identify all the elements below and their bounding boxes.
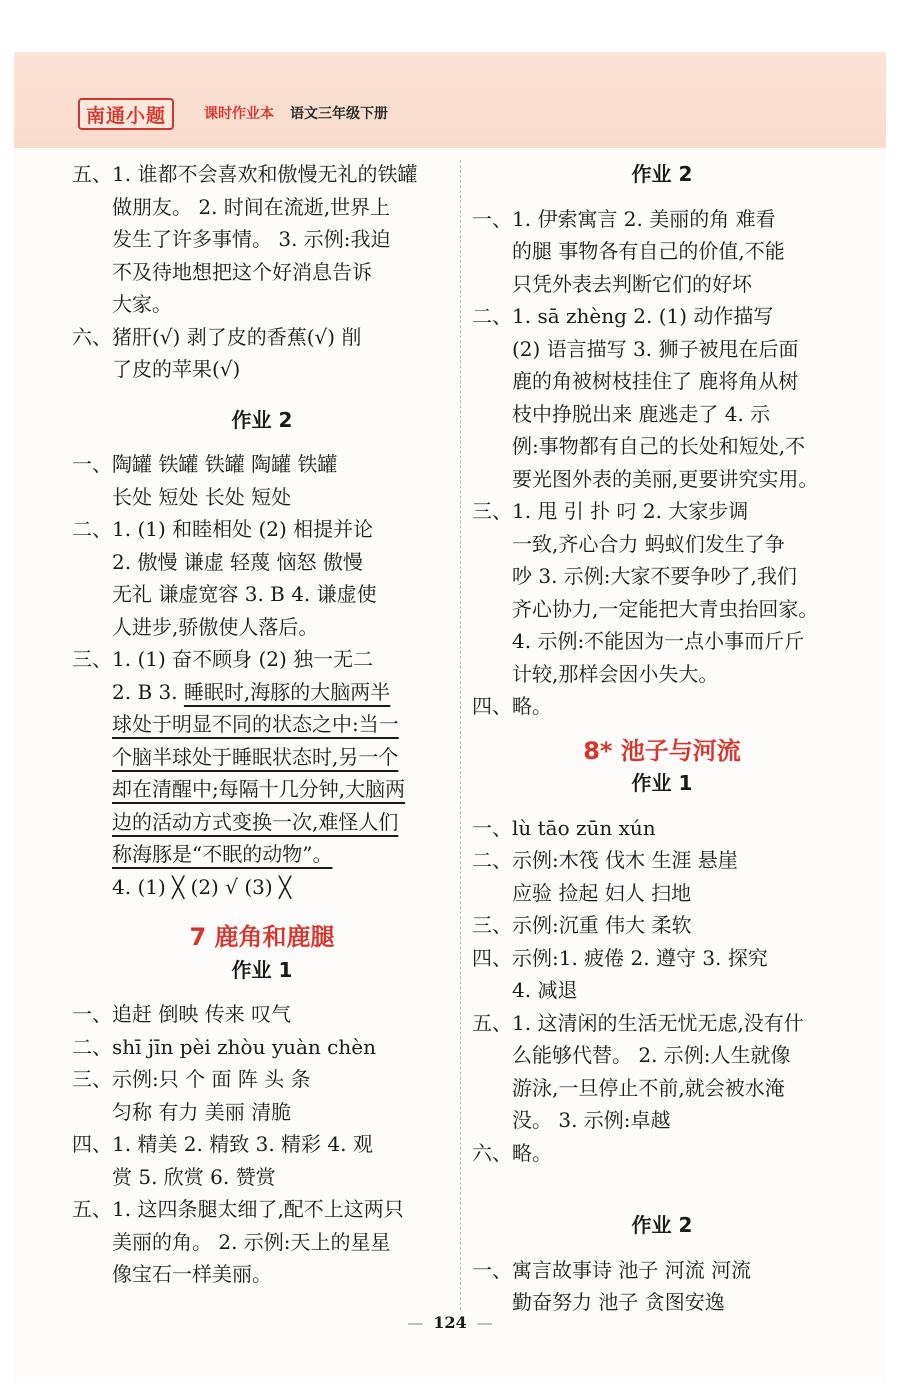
homework-heading: 作业 2 bbox=[631, 162, 693, 186]
answer-line: 4. (1) ╳ (2) √ (3) ╳ bbox=[112, 874, 292, 899]
answer-line: 人进步,骄傲使人落后。 bbox=[112, 614, 319, 639]
lesson-title: 8* 池子与河流 bbox=[583, 736, 741, 765]
answer-line: 齐心协力,一定能把大青虫抬回家。 bbox=[512, 596, 819, 621]
answer-line: 没。 3. 示例:卓越 bbox=[512, 1108, 671, 1132]
answer-line: 一、lù tāo zūn xún bbox=[472, 815, 656, 840]
series-title: 课时作业本 bbox=[204, 106, 274, 122]
answer-line: 要光图外表的美丽,更要讲究实用。 bbox=[512, 466, 819, 491]
answer-line: 只凭外表去判断它们的好坏 bbox=[512, 271, 752, 296]
left-column bbox=[72, 158, 452, 1291]
page-number: 124 bbox=[433, 1313, 467, 1332]
homework-heading: 作业 2 bbox=[631, 1213, 693, 1237]
answer-line: 一、追赶 倒映 传来 叹气 bbox=[72, 1002, 292, 1026]
homework-heading: 作业 1 bbox=[631, 771, 693, 795]
answer-line: 二、shī jīn pèi zhòu yuàn chèn bbox=[72, 1034, 376, 1059]
footer-rule-left: — bbox=[407, 1313, 424, 1332]
answer-line: 枝中挣脱出来 鹿逃走了 4. 示 bbox=[512, 401, 771, 426]
answer-line: 称海豚是“不眠的动物”。 bbox=[112, 842, 333, 866]
right-column bbox=[472, 158, 852, 1319]
answer-line: 了皮的苹果(√) bbox=[112, 357, 241, 381]
answer-line: 却在清醒中;每隔十几分钟,大脑两 bbox=[112, 777, 406, 801]
answer-line: 一、陶罐 铁罐 铁罐 陶罐 铁罐 bbox=[72, 452, 338, 476]
answer-text: 2. B 3. bbox=[112, 679, 184, 704]
page-footer bbox=[0, 1313, 900, 1332]
answer-line bbox=[72, 676, 452, 709]
answer-line: 么能够代替。 2. 示例:人生就像 bbox=[512, 1043, 791, 1067]
answer-line: 2. 傲慢 谦虚 轻蔑 恼怒 傲慢 bbox=[112, 549, 363, 574]
answer-line: 六、略。 bbox=[472, 1140, 552, 1165]
answer-line: 四、略。 bbox=[472, 694, 552, 718]
answer-line: 二、示例:木筏 伐木 生涯 悬崖 bbox=[472, 848, 738, 872]
answer-line: 个脑半球处于睡眠状态时,另一个 bbox=[112, 744, 399, 769]
answer-line: 无礼 谦虚宽容 3. B 4. 谦虚使 bbox=[112, 582, 377, 606]
answer-line: 三、示例:沉重 伟大 柔软 bbox=[472, 913, 692, 937]
answer-line: 大家。 bbox=[112, 292, 172, 316]
answer-line: 四、示例:1. 疲倦 2. 遵守 3. 探究 bbox=[472, 945, 768, 970]
answer-line: 六、猪肝(√) 剥了皮的香蕉(√) 削 bbox=[72, 324, 362, 349]
answer-line: 的腿 事物各有自己的价值,不能 bbox=[512, 239, 785, 263]
column-divider bbox=[460, 160, 461, 1310]
answer-line: 发生了许多事情。 3. 示例:我迫 bbox=[112, 227, 391, 251]
lesson-title: 7 鹿角和鹿腿 bbox=[189, 923, 335, 951]
answer-line: 二、1. sā zhèng 2. (1) 动作描写 bbox=[472, 304, 774, 328]
answer-line: 球处于明显不同的状态之中:当一 bbox=[112, 712, 399, 736]
answer-line: 五、1. 谁都不会喜欢和傲慢无礼的铁罐 bbox=[72, 162, 418, 186]
answer-line: 吵 3. 示例:大家不要争吵了,我们 bbox=[512, 564, 797, 588]
brand-logo bbox=[78, 98, 174, 130]
footer-rule-right: — bbox=[476, 1313, 493, 1332]
answer-line: (2) 语言描写 3. 狮子被甩在后面 bbox=[512, 336, 799, 361]
underlined-text: 睡眠时,海豚的大脑两半 bbox=[183, 679, 391, 704]
answer-line: 二、1. (1) 和睦相处 (2) 相提并论 bbox=[72, 517, 374, 541]
answer-line: 例:事物都有自己的长处和短处,不 bbox=[512, 434, 806, 458]
answer-line: 边的活动方式变换一次,难怪人们 bbox=[112, 809, 399, 834]
answer-line: 一、寓言故事诗 池子 河流 河流 bbox=[472, 1257, 752, 1282]
answer-line: 不及待地想把这个好消息告诉 bbox=[112, 259, 372, 284]
answer-line: 像宝石一样美丽。 bbox=[112, 1262, 272, 1286]
homework-heading: 作业 2 bbox=[231, 407, 293, 432]
answer-line: 计较,那样会因小失大。 bbox=[512, 661, 719, 686]
answer-line: 三、示例:只 个 面 阵 头 条 bbox=[72, 1067, 311, 1091]
answer-line: 五、1. 这四条腿太细了,配不上这两只 bbox=[72, 1197, 404, 1221]
subject-title: 语文三年级下册 bbox=[290, 106, 388, 122]
answer-line: 游泳,一旦停止不前,就会被水淹 bbox=[512, 1075, 785, 1100]
answer-line: 五、1. 这清闲的生活无忧无虑,没有什 bbox=[472, 1010, 804, 1035]
page-header bbox=[14, 52, 886, 148]
answer-line: 匀称 有力 美丽 清脆 bbox=[112, 1099, 292, 1124]
answer-line: 应验 捡起 妇人 扫地 bbox=[512, 880, 692, 905]
answer-line: 4. 减退 bbox=[512, 978, 578, 1002]
answer-line: 美丽的角。 2. 示例:天上的星星 bbox=[112, 1229, 391, 1254]
answer-line: 三、1. (1) 奋不顾身 (2) 独一无二 bbox=[72, 647, 374, 671]
answer-line: 四、1. 精美 2. 精致 3. 精彩 4. 观 bbox=[72, 1132, 373, 1156]
answer-line: 一、1. 伊索寓言 2. 美丽的角 难看 bbox=[472, 206, 776, 231]
answer-line: 勤奋努力 池子 贪图安逸 bbox=[512, 1290, 725, 1314]
answer-line: 4. 示例:不能因为一点小事而斤斤 bbox=[512, 629, 805, 653]
answer-line: 三、1. 甩 引 扑 叼 2. 大家步调 bbox=[472, 499, 749, 523]
logo-text: 南通小题 bbox=[86, 104, 167, 127]
homework-heading: 作业 1 bbox=[231, 957, 293, 982]
answer-line: 做朋友。 2. 时间在流逝,世界上 bbox=[112, 194, 391, 219]
answer-line: 一致,齐心合力 蚂蚁们发生了争 bbox=[512, 531, 785, 556]
answer-line: 赏 5. 欣赏 6. 赞赏 bbox=[112, 1164, 276, 1189]
answer-line: 长处 短处 长处 短处 bbox=[112, 484, 292, 509]
answer-line: 鹿的角被树枝挂住了 鹿将角从树 bbox=[512, 369, 799, 393]
